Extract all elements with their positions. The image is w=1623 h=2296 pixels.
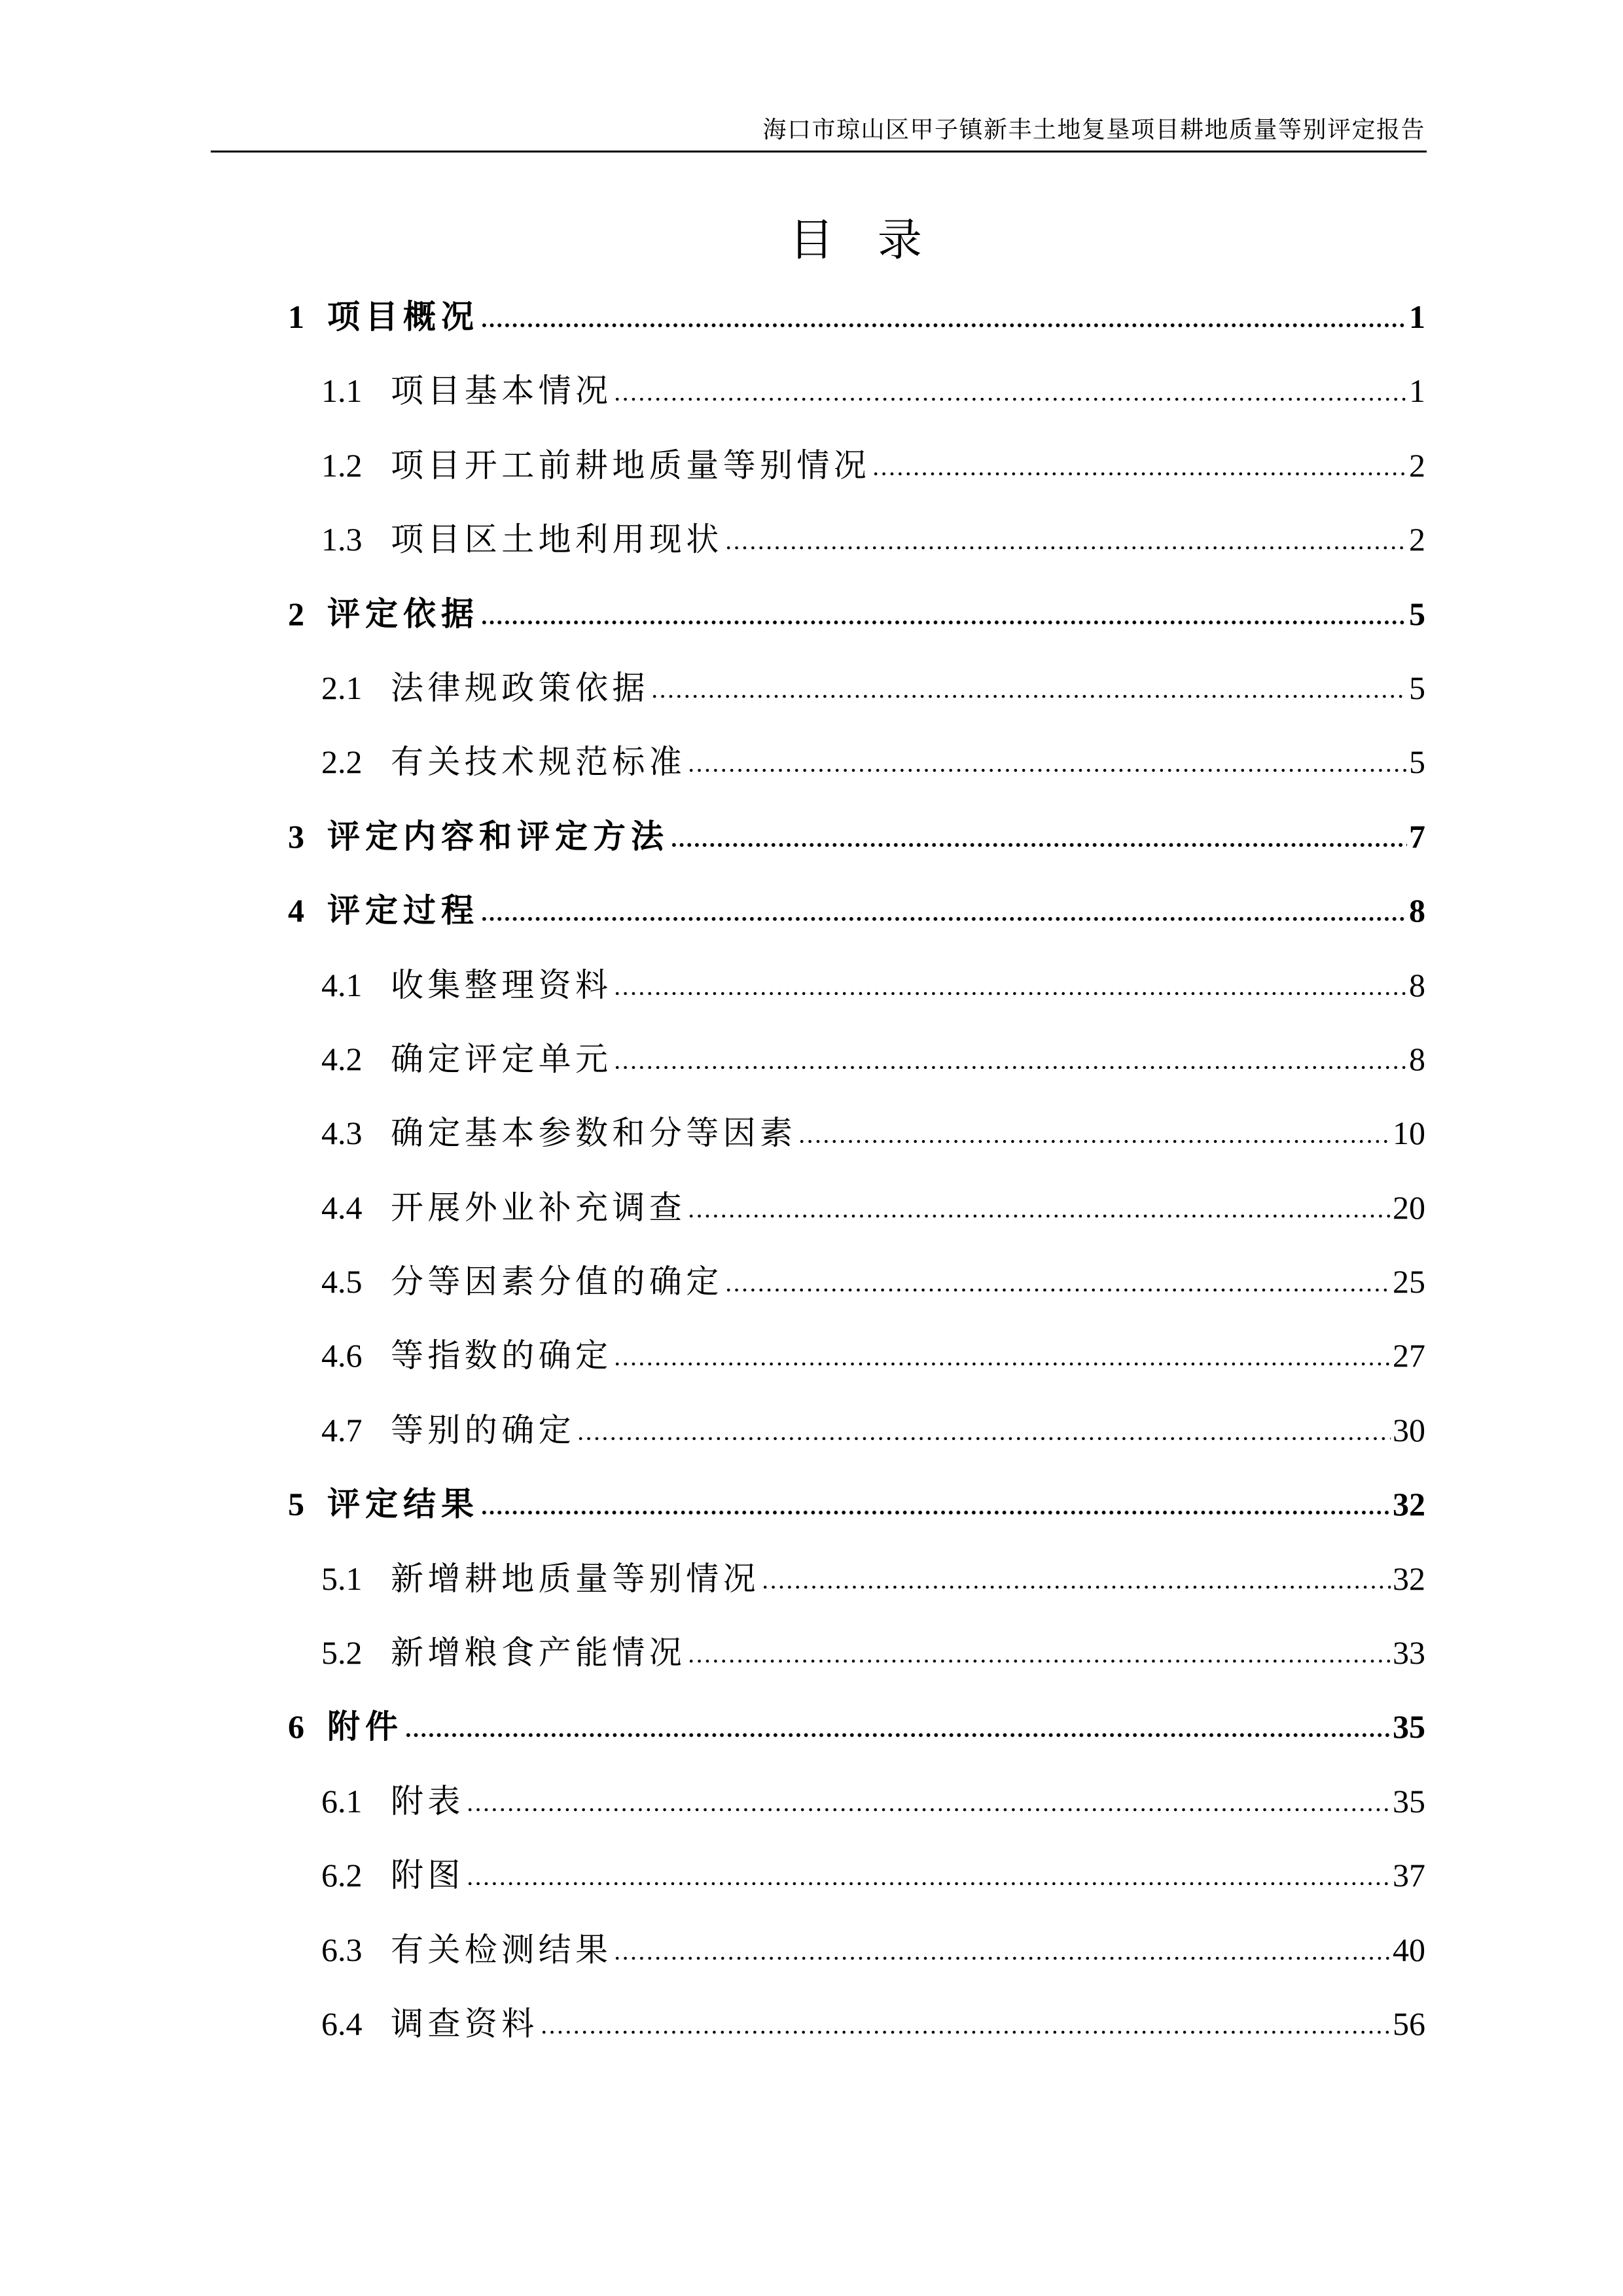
toc-entry-title: 确定基本参数和分等因素 <box>391 1115 797 1152</box>
toc-entry-page-number: 20 <box>1393 1189 1425 1226</box>
dot-leader <box>687 1213 1391 1219</box>
toc-entry-number: 2 <box>288 595 304 632</box>
toc-entry-title: 新增耕地质量等别情况 <box>391 1560 760 1597</box>
toc-entry-title: 分等因素分值的确定 <box>391 1263 723 1300</box>
toc-entry-number: 6.2 <box>321 1857 363 1894</box>
dot-leader <box>466 1807 1391 1812</box>
dot-leader <box>577 1436 1391 1441</box>
toc-chapter-entry <box>288 1690 1425 1764</box>
toc-section-entry <box>288 725 1425 799</box>
toc-entry-title: 有关检测结果 <box>391 1931 613 1968</box>
dot-leader <box>670 842 1407 848</box>
toc-section-entry <box>288 1245 1425 1319</box>
dot-leader <box>872 471 1407 476</box>
toc-entry-page-number: 35 <box>1393 1782 1425 1820</box>
toc-section-entry <box>288 1987 1425 2061</box>
toc-section-entry <box>288 651 1425 725</box>
toc-entry-number: 4.3 <box>321 1115 363 1152</box>
toc-entry-page-number: 7 <box>1409 817 1425 855</box>
toc-entry-number: 6 <box>288 1708 304 1746</box>
toc-entry-number: 5 <box>288 1486 304 1523</box>
dot-leader <box>798 1139 1391 1144</box>
toc-title: 目 录 <box>789 215 922 265</box>
toc-entry-title: 新增粮食产能情况 <box>391 1634 687 1672</box>
toc-entry-number: 1.1 <box>321 372 363 410</box>
toc-entry-page-number: 2 <box>1409 521 1425 558</box>
toc-entry-title: 附图 <box>391 1857 465 1894</box>
toc-section-entry <box>288 1616 1425 1690</box>
toc-entry-page-number: 1 <box>1409 372 1425 410</box>
toc-entry-page-number: 5 <box>1409 595 1425 632</box>
toc-section-entry <box>288 1022 1425 1096</box>
toc-entry-number: 4.4 <box>321 1189 363 1226</box>
toc-entry-page-number: 37 <box>1393 1857 1425 1894</box>
dot-leader <box>480 1510 1391 1515</box>
toc-entry-number: 2.1 <box>321 669 363 706</box>
toc-entry-number: 4.1 <box>321 966 363 1003</box>
toc-entry-title: 附表 <box>391 1782 465 1820</box>
toc-entry-title: 调查资料 <box>391 2005 539 2042</box>
toc-entry-page-number: 56 <box>1393 2005 1425 2042</box>
toc-entry-number: 5.1 <box>321 1560 363 1597</box>
toc-entry-title: 确定评定单元 <box>391 1040 613 1077</box>
dot-leader <box>480 323 1407 328</box>
dot-leader <box>466 1881 1391 1886</box>
toc-entry-title: 有关技术规范标准 <box>391 744 687 781</box>
toc-entry-page-number: 8 <box>1409 1040 1425 1077</box>
toc-entry-page-number: 8 <box>1409 966 1425 1003</box>
toc-entry-number: 4.2 <box>321 1040 363 1077</box>
toc-section-entry <box>288 503 1425 577</box>
toc-entry-number: 1.2 <box>321 446 363 484</box>
toc-entry-title: 项目开工前耕地质量等别情况 <box>391 446 871 484</box>
toc-section-entry <box>288 1839 1425 1912</box>
toc-entry-number: 4.7 <box>321 1411 363 1448</box>
toc-chapter-entry <box>288 874 1425 948</box>
toc-section-entry <box>288 1765 1425 1839</box>
toc-entry-title: 项目基本情况 <box>391 372 613 410</box>
header-rule <box>211 151 1427 152</box>
toc-section-entry <box>288 1542 1425 1616</box>
toc-section-entry <box>288 1171 1425 1245</box>
toc-entry-title: 项目区土地利用现状 <box>391 521 723 558</box>
toc-entry-number: 4.5 <box>321 1263 363 1300</box>
toc-entry-page-number: 33 <box>1393 1634 1425 1672</box>
toc-entry-page-number: 10 <box>1393 1115 1425 1152</box>
dot-leader <box>540 2030 1391 2035</box>
dot-leader <box>404 1732 1391 1738</box>
toc-entry-title: 开展外业补充调查 <box>391 1189 687 1226</box>
toc-entry-page-number: 1 <box>1409 298 1425 335</box>
dot-leader <box>724 1287 1391 1293</box>
dot-leader <box>761 1585 1391 1590</box>
toc-entry-title: 评定过程 <box>327 892 479 929</box>
dot-leader <box>651 694 1407 699</box>
dot-leader <box>613 991 1407 996</box>
toc-entry-title: 评定依据 <box>327 595 479 632</box>
toc-entry-number: 3 <box>288 817 304 855</box>
toc-entry-page-number: 27 <box>1393 1337 1425 1374</box>
dot-leader <box>687 768 1407 773</box>
toc-section-entry <box>288 1096 1425 1170</box>
toc-chapter-entry <box>288 280 1425 354</box>
toc-entry-number: 1.3 <box>321 521 363 558</box>
toc-entry-number: 4.6 <box>321 1337 363 1374</box>
toc-entry-page-number: 2 <box>1409 446 1425 484</box>
toc-entry-page-number: 40 <box>1393 1931 1425 1968</box>
toc-section-entry <box>288 1393 1425 1467</box>
dot-leader <box>613 1956 1391 1961</box>
toc-entry-page-number: 30 <box>1393 1411 1425 1448</box>
toc-entry-title: 评定内容和评定方法 <box>327 817 669 855</box>
dot-leader <box>480 916 1407 922</box>
toc-entry-number: 6.3 <box>321 1931 363 1968</box>
toc-entry-title: 评定结果 <box>327 1486 479 1523</box>
toc-entry-page-number: 32 <box>1393 1560 1425 1597</box>
toc-entry-page-number: 5 <box>1409 744 1425 781</box>
toc-section-entry <box>288 1913 1425 1987</box>
dot-leader <box>480 620 1407 625</box>
dot-leader <box>613 1361 1391 1367</box>
toc-entry-page-number: 25 <box>1393 1263 1425 1300</box>
toc-entry-number: 1 <box>288 298 304 335</box>
toc-entry-number: 4 <box>288 892 304 929</box>
toc-entry-title: 附件 <box>327 1708 403 1746</box>
toc-entry-page-number: 35 <box>1393 1708 1425 1746</box>
toc-chapter-entry <box>288 577 1425 651</box>
toc-entry-title: 等指数的确定 <box>391 1337 613 1374</box>
dot-leader <box>613 1065 1407 1070</box>
toc-section-entry <box>288 354 1425 428</box>
toc-section-entry <box>288 948 1425 1022</box>
toc-entry-title: 等别的确定 <box>391 1411 575 1448</box>
toc-entry-page-number: 8 <box>1409 892 1425 929</box>
toc-entry-number: 6.1 <box>321 1782 363 1820</box>
toc-chapter-entry <box>288 800 1425 874</box>
toc-entry-title: 收集整理资料 <box>391 966 613 1003</box>
toc-entry-page-number: 32 <box>1393 1486 1425 1523</box>
toc-entry-title: 项目概况 <box>327 298 479 335</box>
toc-section-entry <box>288 1319 1425 1393</box>
toc-entry-page-number: 5 <box>1409 669 1425 706</box>
dot-leader <box>724 545 1407 550</box>
toc-section-entry <box>288 429 1425 503</box>
toc-entry-number: 2.2 <box>321 744 363 781</box>
running-header-title: 海口市琼山区甲子镇新丰土地复垦项目耕地质量等别评定报告 <box>762 117 1425 143</box>
dot-leader <box>613 397 1407 402</box>
dot-leader <box>687 1659 1391 1664</box>
toc-entry-number: 6.4 <box>321 2005 363 2042</box>
table-of-contents <box>288 280 1425 2061</box>
toc-entry-title: 法律规政策依据 <box>391 669 649 706</box>
toc-chapter-entry <box>288 1467 1425 1541</box>
toc-entry-number: 5.2 <box>321 1634 363 1672</box>
